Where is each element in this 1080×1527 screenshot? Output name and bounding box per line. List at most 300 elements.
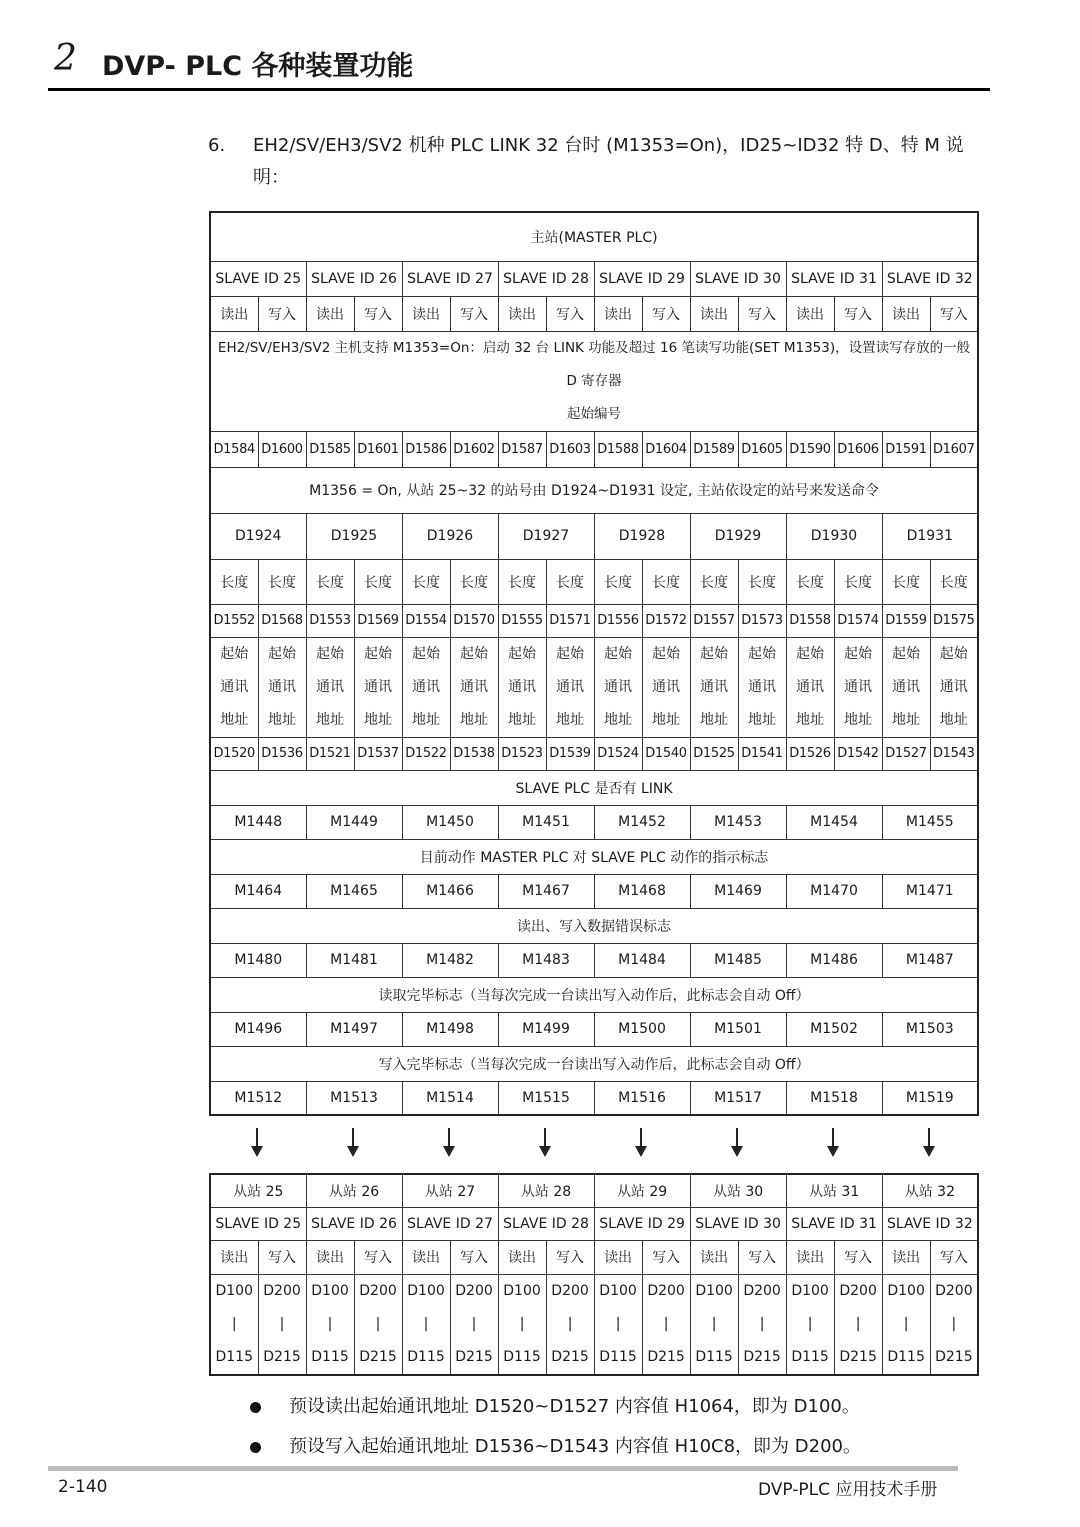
address-label-line: 地址	[604, 711, 632, 728]
length-label-cell: 长度	[594, 559, 642, 604]
station-register-cell: D1931	[882, 513, 978, 559]
length-register-cell: D1568	[258, 604, 306, 637]
address-label-line: 通讯	[796, 678, 824, 695]
length-register-cell: D1569	[354, 604, 402, 637]
start-register-cell: D1603	[546, 431, 594, 467]
slave-id-cell: SLAVE ID 27	[402, 261, 498, 296]
range-end: D115	[887, 1348, 925, 1365]
flag-cell: M1467	[498, 874, 594, 908]
address-label-line: 起始	[939, 645, 968, 662]
rw-cell: 写入	[834, 296, 882, 331]
address-label-line: 地址	[700, 711, 728, 728]
down-arrow-icon	[727, 1128, 747, 1158]
down-arrow-icon	[919, 1128, 939, 1158]
flag-cell: M1486	[786, 943, 882, 977]
chapter-number: 2	[54, 38, 77, 79]
flag-cell: M1515	[498, 1081, 594, 1115]
address-register-cell: D1539	[546, 737, 594, 770]
flag-cell: M1484	[594, 943, 690, 977]
range-separator: |	[903, 1315, 909, 1332]
address-register-cell: D1521	[306, 737, 354, 770]
flag-cell: M1513	[306, 1081, 402, 1115]
address-label-line: 通讯	[604, 678, 632, 695]
range-separator: |	[279, 1315, 285, 1332]
address-label-cell	[450, 637, 498, 737]
flag-cell: M1483	[498, 943, 594, 977]
register-range-cell	[498, 1274, 546, 1375]
start-register-cell: D1605	[738, 431, 786, 467]
rw-cell: 读出	[594, 1240, 642, 1274]
range-end: D115	[311, 1348, 349, 1365]
flag-cell: M1498	[402, 1012, 498, 1046]
slave-station-cell: 从站 28	[498, 1174, 594, 1207]
range-start: D100	[503, 1282, 541, 1299]
range-end: D215	[743, 1348, 781, 1365]
address-label-line: 通讯	[412, 678, 440, 695]
range-end: D215	[359, 1348, 397, 1365]
address-label-cell	[306, 637, 354, 737]
range-start: D200	[263, 1282, 301, 1299]
range-end: D215	[263, 1348, 301, 1365]
station-note: M1356 = On, 从站 25~32 的站号由 D1924~D1931 设定, 主站依设定的站号来发送命令	[210, 467, 978, 513]
chapter-title: DVP- PLC 各种装置功能	[102, 51, 414, 82]
length-register-cell: D1556	[594, 604, 642, 637]
length-register-cell: D1554	[402, 604, 450, 637]
address-register-cell: D1526	[786, 737, 834, 770]
start-register-cell: D1591	[882, 431, 930, 467]
note-item: 预设读出起始通讯地址 D1520~D1527 内容值 H1064，即为 D100。	[250, 1392, 860, 1418]
range-separator: |	[231, 1315, 237, 1332]
flag-cell: M1454	[786, 805, 882, 839]
length-label-cell: 长度	[882, 559, 930, 604]
address-label-cell	[930, 637, 978, 737]
slave-station-cell: 从站 32	[882, 1174, 978, 1207]
slave-station-cell: 从站 25	[210, 1174, 306, 1207]
address-label-line: 起始	[316, 645, 344, 662]
address-label-line: 通讯	[700, 678, 728, 695]
range-start: D100	[311, 1282, 349, 1299]
flag-cell: M1512	[210, 1081, 306, 1115]
slave-id-cell: SLAVE ID 28	[498, 261, 594, 296]
length-register-cell: D1573	[738, 604, 786, 637]
address-label-line: 通讯	[268, 678, 296, 695]
flag-cell: M1452	[594, 805, 690, 839]
register-range-cell	[546, 1274, 594, 1375]
rw-cell: 读出	[690, 296, 738, 331]
slave-id-cell: SLAVE ID 30	[690, 261, 786, 296]
address-label-line: 地址	[796, 711, 824, 728]
rw-cell: 写入	[930, 1240, 978, 1274]
rw-cell: 写入	[258, 296, 306, 331]
section-title: 写入完毕标志（当每次完成一台读出写入动作后，此标志会自动 Off）	[210, 1046, 978, 1081]
rw-cell: 读出	[690, 1240, 738, 1274]
down-arrow-icon	[439, 1128, 459, 1158]
rw-cell: 读出	[882, 296, 930, 331]
length-register-cell: D1572	[642, 604, 690, 637]
address-label-line: 起始	[508, 645, 536, 662]
range-end: D215	[647, 1348, 685, 1365]
length-register-cell: D1558	[786, 604, 834, 637]
rw-cell: 读出	[306, 296, 354, 331]
section-title: SLAVE PLC 是否有 LINK	[210, 770, 978, 805]
address-label-line: 起始	[556, 645, 584, 662]
length-register-cell: D1553	[306, 604, 354, 637]
rw-cell: 写入	[258, 1240, 306, 1274]
address-register-cell: D1520	[210, 737, 258, 770]
address-label-line: 通讯	[220, 678, 249, 695]
start-register-cell: D1588	[594, 431, 642, 467]
length-label-cell: 长度	[546, 559, 594, 604]
flag-cell: M1468	[594, 874, 690, 908]
range-separator: |	[615, 1315, 621, 1332]
range-separator: |	[327, 1315, 333, 1332]
register-range-cell	[642, 1274, 690, 1375]
flag-cell: M1455	[882, 805, 978, 839]
address-label-cell	[834, 637, 882, 737]
range-end: D215	[935, 1348, 973, 1365]
range-start: D100	[791, 1282, 829, 1299]
flag-cell: M1487	[882, 943, 978, 977]
range-separator: |	[519, 1315, 525, 1332]
flag-cell: M1501	[690, 1012, 786, 1046]
address-label-line: 通讯	[508, 678, 536, 695]
address-label-cell	[258, 637, 306, 737]
address-register-cell: D1523	[498, 737, 546, 770]
range-separator: |	[951, 1315, 957, 1332]
range-separator: |	[567, 1315, 573, 1332]
address-register-cell: D1524	[594, 737, 642, 770]
rw-cell: 写入	[738, 1240, 786, 1274]
rw-cell: 读出	[210, 296, 258, 331]
flag-cell: M1517	[690, 1081, 786, 1115]
flag-cell: M1450	[402, 805, 498, 839]
start-register-cell: D1585	[306, 431, 354, 467]
flag-cell: M1497	[306, 1012, 402, 1046]
flag-cell: M1448	[210, 805, 306, 839]
address-label-cell	[690, 637, 738, 737]
range-end: D115	[407, 1348, 445, 1365]
rw-cell: 读出	[786, 296, 834, 331]
address-label-line: 起始	[220, 645, 249, 662]
length-register-cell: D1575	[930, 604, 978, 637]
register-range-cell	[354, 1274, 402, 1375]
length-label-cell: 长度	[258, 559, 306, 604]
down-arrow-icon	[535, 1128, 555, 1158]
start-register-cell: D1587	[498, 431, 546, 467]
address-label-line: 地址	[460, 711, 488, 728]
support-note-cell	[210, 331, 978, 431]
bullet-icon	[250, 1402, 261, 1413]
flag-cell: M1482	[402, 943, 498, 977]
intro-text: EH2/SV/EH3/SV2 机种 PLC LINK 32 台时 (M1353=On)，ID25~ID32 特 D、特 M 说明：	[253, 135, 964, 188]
station-register-cell: D1926	[402, 513, 498, 559]
range-separator: |	[711, 1315, 717, 1332]
slave-id-cell: SLAVE ID 25	[210, 261, 306, 296]
rw-cell: 读出	[594, 296, 642, 331]
address-label-line: 起始	[412, 645, 440, 662]
slave-id-cell: SLAVE ID 32	[882, 261, 978, 296]
range-separator: |	[375, 1315, 381, 1332]
register-range-cell	[930, 1274, 978, 1375]
range-start: D200	[647, 1282, 685, 1299]
range-start: D200	[551, 1282, 589, 1299]
length-register-cell: D1555	[498, 604, 546, 637]
address-label-line: 起始	[892, 645, 920, 662]
section-title: 读出、写入数据错误标志	[210, 908, 978, 943]
slave-id-cell: SLAVE ID 26	[306, 1207, 402, 1240]
slave-id-cell: SLAVE ID 32	[882, 1207, 978, 1240]
rw-cell: 读出	[210, 1240, 258, 1274]
rw-cell: 写入	[546, 296, 594, 331]
rw-cell: 写入	[642, 296, 690, 331]
address-label-line: 地址	[939, 711, 968, 728]
rw-cell: 读出	[786, 1240, 834, 1274]
station-register-cell: D1928	[594, 513, 690, 559]
master-register-table	[209, 211, 979, 1116]
length-register-cell: D1559	[882, 604, 930, 637]
start-register-cell: D1586	[402, 431, 450, 467]
footer-divider	[48, 1466, 958, 1471]
station-register-cell: D1925	[306, 513, 402, 559]
address-register-cell: D1537	[354, 737, 402, 770]
address-label-line: 起始	[796, 645, 824, 662]
length-register-cell: D1552	[210, 604, 258, 637]
station-register-cell: D1924	[210, 513, 306, 559]
bullet-icon	[250, 1442, 261, 1453]
range-separator: |	[759, 1315, 765, 1332]
slave-station-cell: 从站 27	[402, 1174, 498, 1207]
start-number-label: 起始编号	[567, 405, 622, 422]
flag-cell: M1485	[690, 943, 786, 977]
address-label-line: 通讯	[316, 678, 344, 695]
length-label-cell: 长度	[306, 559, 354, 604]
register-range-cell	[690, 1274, 738, 1375]
slave-id-cell: SLAVE ID 29	[594, 1207, 690, 1240]
intro-number: 6.	[208, 135, 226, 156]
rw-cell: 写入	[354, 296, 402, 331]
length-register-cell: D1570	[450, 604, 498, 637]
address-label-line: 通讯	[460, 678, 488, 695]
range-end: D115	[599, 1348, 637, 1365]
address-label-cell	[882, 637, 930, 737]
flow-arrows	[209, 1128, 977, 1162]
start-register-cell: D1606	[834, 431, 882, 467]
start-register-cell: D1600	[258, 431, 306, 467]
rw-cell: 写入	[738, 296, 786, 331]
address-label-line: 通讯	[844, 678, 872, 695]
register-range-cell	[834, 1274, 882, 1375]
slave-id-cell: SLAVE ID 26	[306, 261, 402, 296]
flag-cell: M1453	[690, 805, 786, 839]
address-label-line: 起始	[700, 645, 728, 662]
slave-station-cell: 从站 29	[594, 1174, 690, 1207]
support-note: EH2/SV/EH3/SV2 主机支持 M1353=On：启动 32 台 LINK 功能及超过 16 笔读写功能(SET M1353)，设置读写存放的一般 D 寄存器	[217, 339, 971, 389]
slave-id-cell: SLAVE ID 27	[402, 1207, 498, 1240]
address-label-line: 地址	[748, 711, 776, 728]
down-arrow-icon	[343, 1128, 363, 1158]
address-label-cell	[546, 637, 594, 737]
slave-id-cell: SLAVE ID 29	[594, 261, 690, 296]
start-register-cell: D1590	[786, 431, 834, 467]
register-range-cell	[210, 1274, 258, 1375]
length-label-cell: 长度	[402, 559, 450, 604]
address-label-line: 通讯	[892, 678, 920, 695]
address-label-cell	[210, 637, 258, 737]
page-number: 2-140	[58, 1477, 108, 1497]
address-label-cell	[402, 637, 450, 737]
rw-cell: 写入	[546, 1240, 594, 1274]
rw-cell: 读出	[882, 1240, 930, 1274]
flag-cell: M1470	[786, 874, 882, 908]
address-register-cell: D1525	[690, 737, 738, 770]
address-label-line: 起始	[748, 645, 776, 662]
rw-cell: 读出	[498, 1240, 546, 1274]
flag-cell: M1500	[594, 1012, 690, 1046]
slave-id-cell: SLAVE ID 31	[786, 261, 882, 296]
length-label-cell: 长度	[690, 559, 738, 604]
rw-cell: 读出	[498, 296, 546, 331]
slave-station-cell: 从站 26	[306, 1174, 402, 1207]
address-label-line: 地址	[556, 711, 584, 728]
length-label-cell: 长度	[834, 559, 882, 604]
address-label-line: 起始	[364, 645, 392, 662]
length-label-cell: 长度	[450, 559, 498, 604]
slave-station-cell: 从站 30	[690, 1174, 786, 1207]
flag-cell: M1514	[402, 1081, 498, 1115]
register-range-cell	[258, 1274, 306, 1375]
range-start: D200	[839, 1282, 877, 1299]
flag-cell: M1465	[306, 874, 402, 908]
register-range-cell	[786, 1274, 834, 1375]
address-register-cell: D1538	[450, 737, 498, 770]
length-register-cell: D1574	[834, 604, 882, 637]
start-register-cell: D1584	[210, 431, 258, 467]
range-end: D215	[455, 1348, 493, 1365]
address-label-line: 地址	[364, 711, 392, 728]
down-arrow-icon	[631, 1128, 651, 1158]
down-arrow-icon	[247, 1128, 267, 1158]
length-register-cell: D1571	[546, 604, 594, 637]
address-label-line: 地址	[268, 711, 296, 728]
range-end: D215	[551, 1348, 589, 1365]
address-label-cell	[738, 637, 786, 737]
address-label-line: 起始	[268, 645, 296, 662]
rw-cell: 写入	[354, 1240, 402, 1274]
length-label-cell: 长度	[498, 559, 546, 604]
range-start: D200	[455, 1282, 493, 1299]
start-register-cell: D1604	[642, 431, 690, 467]
length-register-cell: D1557	[690, 604, 738, 637]
section-title: 读取完毕标志（当每次完成一台读出写入动作后，此标志会自动 Off）	[210, 977, 978, 1012]
address-label-line: 地址	[892, 711, 920, 728]
station-register-cell: D1927	[498, 513, 594, 559]
slave-station-cell: 从站 31	[786, 1174, 882, 1207]
slave-id-cell: SLAVE ID 31	[786, 1207, 882, 1240]
address-label-line: 地址	[220, 711, 249, 728]
range-start: D200	[359, 1282, 397, 1299]
range-end: D115	[695, 1348, 733, 1365]
flag-cell: M1466	[402, 874, 498, 908]
rw-cell: 写入	[930, 296, 978, 331]
address-label-line: 起始	[844, 645, 872, 662]
address-label-line: 通讯	[652, 678, 680, 695]
register-range-cell	[738, 1274, 786, 1375]
flag-cell: M1471	[882, 874, 978, 908]
length-label-cell: 长度	[786, 559, 834, 604]
address-register-cell: D1543	[930, 737, 978, 770]
flag-cell: M1499	[498, 1012, 594, 1046]
range-separator: |	[471, 1315, 477, 1332]
rw-cell: 读出	[402, 296, 450, 331]
range-start: D100	[695, 1282, 733, 1299]
address-label-line: 地址	[412, 711, 440, 728]
flag-cell: M1449	[306, 805, 402, 839]
flag-cell: M1518	[786, 1081, 882, 1115]
flag-cell: M1469	[690, 874, 786, 908]
flag-cell: M1451	[498, 805, 594, 839]
station-register-cell: D1930	[786, 513, 882, 559]
length-label-cell: 长度	[210, 559, 258, 604]
range-start: D200	[935, 1282, 973, 1299]
range-end: D115	[215, 1348, 253, 1365]
length-label-cell: 长度	[930, 559, 978, 604]
address-register-cell: D1542	[834, 737, 882, 770]
address-label-line: 地址	[844, 711, 872, 728]
rw-cell: 读出	[306, 1240, 354, 1274]
manual-title: DVP-PLC 应用技术手册	[758, 1480, 938, 1500]
station-register-cell: D1929	[690, 513, 786, 559]
address-label-line: 起始	[604, 645, 632, 662]
address-register-cell: D1527	[882, 737, 930, 770]
address-register-cell: D1541	[738, 737, 786, 770]
rw-cell: 写入	[450, 296, 498, 331]
address-register-cell: D1522	[402, 737, 450, 770]
rw-cell: 写入	[642, 1240, 690, 1274]
length-label-cell: 长度	[354, 559, 402, 604]
address-label-line: 通讯	[939, 678, 968, 695]
flag-cell: M1516	[594, 1081, 690, 1115]
rw-cell: 读出	[402, 1240, 450, 1274]
register-range-cell	[450, 1274, 498, 1375]
range-end: D215	[839, 1348, 877, 1365]
range-separator: |	[423, 1315, 429, 1332]
register-range-cell	[594, 1274, 642, 1375]
range-start: D100	[599, 1282, 637, 1299]
address-label-line: 地址	[316, 711, 344, 728]
address-label-cell	[354, 637, 402, 737]
rw-cell: 写入	[834, 1240, 882, 1274]
slave-register-table	[209, 1173, 979, 1376]
flag-cell: M1519	[882, 1081, 978, 1115]
flag-cell: M1464	[210, 874, 306, 908]
address-label-line: 通讯	[748, 678, 776, 695]
range-end: D115	[503, 1348, 541, 1365]
flag-cell: M1481	[306, 943, 402, 977]
range-end: D115	[791, 1348, 829, 1365]
flag-cell: M1480	[210, 943, 306, 977]
flag-cell: M1496	[210, 1012, 306, 1046]
note-item: 预设写入起始通讯地址 D1536~D1543 内容值 H10C8，即为 D200。	[250, 1432, 861, 1458]
address-label-line: 地址	[508, 711, 536, 728]
down-arrow-icon	[823, 1128, 843, 1158]
flag-cell: M1502	[786, 1012, 882, 1046]
range-separator: |	[663, 1315, 669, 1332]
range-start: D100	[407, 1282, 445, 1299]
address-label-line: 通讯	[556, 678, 584, 695]
range-separator: |	[855, 1315, 861, 1332]
address-label-line: 起始	[460, 645, 488, 662]
register-range-cell	[882, 1274, 930, 1375]
